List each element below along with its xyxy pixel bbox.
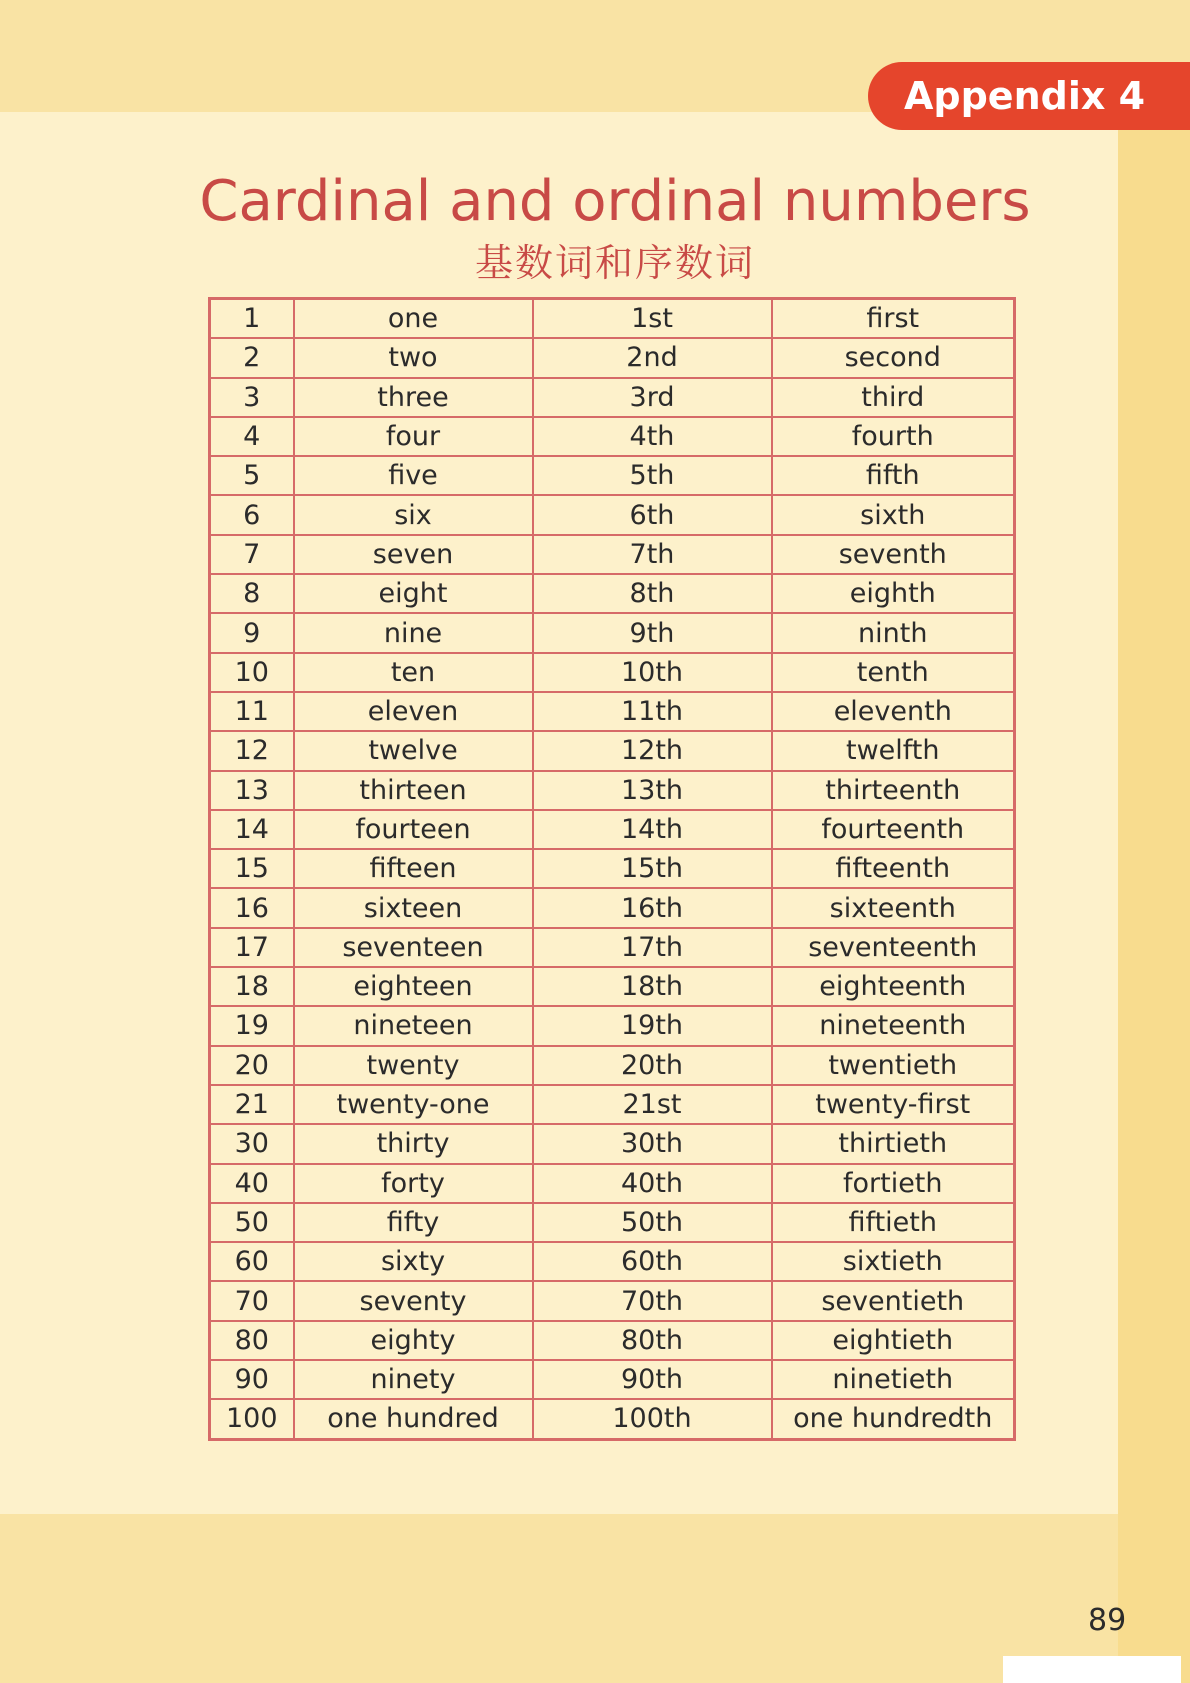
ordinal-abbrev-cell: 20th: [533, 1046, 772, 1085]
number-cell: 13: [210, 771, 294, 810]
ordinal-abbrev-cell: 13th: [533, 771, 772, 810]
ordinal-cell: fiftieth: [772, 1203, 1015, 1242]
ordinal-cell: eighth: [772, 574, 1015, 613]
cardinal-cell: twenty-one: [294, 1085, 533, 1124]
number-cell: 10: [210, 653, 294, 692]
ordinal-abbrev-cell: 12th: [533, 731, 772, 770]
table-row: [210, 1085, 1015, 1124]
cardinal-cell: four: [294, 417, 533, 456]
number-cell: 90: [210, 1360, 294, 1399]
cardinal-cell: seventeen: [294, 928, 533, 967]
ordinal-cell: eighteenth: [772, 967, 1015, 1006]
table-row: [210, 1046, 1015, 1085]
cardinal-cell: seven: [294, 535, 533, 574]
ordinal-cell: fortieth: [772, 1164, 1015, 1203]
number-cell: 40: [210, 1164, 294, 1203]
cardinal-cell: thirteen: [294, 771, 533, 810]
ordinal-abbrev-cell: 19th: [533, 1006, 772, 1045]
ordinal-cell: seventieth: [772, 1281, 1015, 1320]
number-cell: 9: [210, 613, 294, 652]
ordinal-abbrev-cell: 60th: [533, 1242, 772, 1281]
number-cell: 15: [210, 849, 294, 888]
number-cell: 70: [210, 1281, 294, 1320]
ordinal-cell: nineteenth: [772, 1006, 1015, 1045]
cardinal-cell: two: [294, 338, 533, 377]
number-cell: 100: [210, 1399, 294, 1439]
ordinal-cell: thirtieth: [772, 1124, 1015, 1163]
cardinal-cell: thirty: [294, 1124, 533, 1163]
ordinal-abbrev-cell: 9th: [533, 613, 772, 652]
page-subtitle: 基数词和序数词: [474, 241, 755, 285]
number-cell: 7: [210, 535, 294, 574]
ordinal-cell: ninetieth: [772, 1360, 1015, 1399]
number-cell: 50: [210, 1203, 294, 1242]
table-row: [210, 338, 1015, 377]
cardinal-cell: fourteen: [294, 810, 533, 849]
number-cell: 12: [210, 731, 294, 770]
number-cell: 30: [210, 1124, 294, 1163]
table-row: [210, 574, 1015, 613]
cardinal-cell: nine: [294, 613, 533, 652]
table-row: [210, 731, 1015, 770]
ordinal-abbrev-cell: 8th: [533, 574, 772, 613]
table-row: [210, 1203, 1015, 1242]
page-number: 89: [1088, 1603, 1127, 1638]
ordinal-abbrev-cell: 15th: [533, 849, 772, 888]
table-row: [210, 613, 1015, 652]
ordinal-abbrev-cell: 2nd: [533, 338, 772, 377]
number-cell: 16: [210, 888, 294, 927]
table-row: [210, 653, 1015, 692]
table-row: [210, 1281, 1015, 1320]
cardinal-cell: fifty: [294, 1203, 533, 1242]
ordinal-cell: seventh: [772, 535, 1015, 574]
cardinal-cell: six: [294, 495, 533, 534]
cardinal-cell: twenty: [294, 1046, 533, 1085]
table-row: [210, 417, 1015, 456]
table-row: [210, 771, 1015, 810]
table-row: [210, 1360, 1015, 1399]
cardinal-cell: sixty: [294, 1242, 533, 1281]
number-cell: 18: [210, 967, 294, 1006]
table-row: [210, 692, 1015, 731]
cardinal-cell: eighty: [294, 1321, 533, 1360]
number-cell: 80: [210, 1321, 294, 1360]
table-row: [210, 888, 1015, 927]
cardinal-cell: ninety: [294, 1360, 533, 1399]
table-row: [210, 1242, 1015, 1281]
number-cell: 17: [210, 928, 294, 967]
table-row: [210, 299, 1015, 339]
number-cell: 3: [210, 378, 294, 417]
ordinal-cell: seventeenth: [772, 928, 1015, 967]
cardinal-cell: three: [294, 378, 533, 417]
corner-patch: [1003, 1656, 1181, 1683]
cardinal-cell: eleven: [294, 692, 533, 731]
ordinal-cell: sixtieth: [772, 1242, 1015, 1281]
numbers-table: [208, 297, 1016, 1441]
ordinal-abbrev-cell: 17th: [533, 928, 772, 967]
cardinal-cell: five: [294, 456, 533, 495]
table-row: [210, 456, 1015, 495]
number-cell: 2: [210, 338, 294, 377]
ordinal-cell: eightieth: [772, 1321, 1015, 1360]
number-cell: 20: [210, 1046, 294, 1085]
ordinal-cell: first: [772, 299, 1015, 339]
ordinal-cell: fifteenth: [772, 849, 1015, 888]
page-title: Cardinal and ordinal numbers: [199, 169, 1031, 234]
ordinal-cell: third: [772, 378, 1015, 417]
table-row: [210, 495, 1015, 534]
table-row: [210, 378, 1015, 417]
table-row: [210, 967, 1015, 1006]
ordinal-cell: one hundredth: [772, 1399, 1015, 1439]
cardinal-cell: one: [294, 299, 533, 339]
ordinal-cell: sixteenth: [772, 888, 1015, 927]
ordinal-abbrev-cell: 30th: [533, 1124, 772, 1163]
ordinal-abbrev-cell: 90th: [533, 1360, 772, 1399]
numbers-table-body: [210, 299, 1015, 1440]
ordinal-cell: fifth: [772, 456, 1015, 495]
cardinal-cell: seventy: [294, 1281, 533, 1320]
number-cell: 11: [210, 692, 294, 731]
cardinal-cell: fifteen: [294, 849, 533, 888]
cardinal-cell: one hundred: [294, 1399, 533, 1439]
cardinal-cell: eighteen: [294, 967, 533, 1006]
ordinal-abbrev-cell: 4th: [533, 417, 772, 456]
number-cell: 14: [210, 810, 294, 849]
ordinal-abbrev-cell: 6th: [533, 495, 772, 534]
ordinal-abbrev-cell: 10th: [533, 653, 772, 692]
ordinal-cell: twelfth: [772, 731, 1015, 770]
cardinal-cell: ten: [294, 653, 533, 692]
cardinal-cell: forty: [294, 1164, 533, 1203]
ordinal-cell: fourteenth: [772, 810, 1015, 849]
table-row: [210, 1124, 1015, 1163]
number-cell: 4: [210, 417, 294, 456]
ordinal-abbrev-cell: 50th: [533, 1203, 772, 1242]
ordinal-abbrev-cell: 14th: [533, 810, 772, 849]
number-cell: 5: [210, 456, 294, 495]
table-row: [210, 1399, 1015, 1439]
ordinal-abbrev-cell: 40th: [533, 1164, 772, 1203]
ordinal-abbrev-cell: 100th: [533, 1399, 772, 1439]
table-row: [210, 810, 1015, 849]
table-row: [210, 1164, 1015, 1203]
appendix-tab: Appendix 4: [868, 62, 1190, 130]
number-cell: 8: [210, 574, 294, 613]
table-row: [210, 849, 1015, 888]
ordinal-abbrev-cell: 3rd: [533, 378, 772, 417]
ordinal-abbrev-cell: 1st: [533, 299, 772, 339]
page-edge-strip: [1118, 112, 1190, 1683]
cardinal-cell: eight: [294, 574, 533, 613]
ordinal-abbrev-cell: 7th: [533, 535, 772, 574]
table-row: [210, 535, 1015, 574]
ordinal-cell: second: [772, 338, 1015, 377]
number-cell: 21: [210, 1085, 294, 1124]
page-bottom-band: [0, 1514, 1118, 1683]
cardinal-cell: sixteen: [294, 888, 533, 927]
cardinal-cell: nineteen: [294, 1006, 533, 1045]
ordinal-cell: ninth: [772, 613, 1015, 652]
table-row: [210, 1321, 1015, 1360]
ordinal-cell: twenty-first: [772, 1085, 1015, 1124]
ordinal-cell: sixth: [772, 495, 1015, 534]
ordinal-abbrev-cell: 80th: [533, 1321, 772, 1360]
ordinal-cell: tenth: [772, 653, 1015, 692]
ordinal-abbrev-cell: 21st: [533, 1085, 772, 1124]
number-cell: 1: [210, 299, 294, 339]
ordinal-abbrev-cell: 5th: [533, 456, 772, 495]
ordinal-cell: fourth: [772, 417, 1015, 456]
ordinal-cell: eleventh: [772, 692, 1015, 731]
ordinal-cell: thirteenth: [772, 771, 1015, 810]
ordinal-abbrev-cell: 18th: [533, 967, 772, 1006]
ordinal-abbrev-cell: 16th: [533, 888, 772, 927]
ordinal-abbrev-cell: 11th: [533, 692, 772, 731]
ordinal-cell: twentieth: [772, 1046, 1015, 1085]
ordinal-abbrev-cell: 70th: [533, 1281, 772, 1320]
table-row: [210, 928, 1015, 967]
cardinal-cell: twelve: [294, 731, 533, 770]
table-row: [210, 1006, 1015, 1045]
number-cell: 19: [210, 1006, 294, 1045]
number-cell: 60: [210, 1242, 294, 1281]
number-cell: 6: [210, 495, 294, 534]
